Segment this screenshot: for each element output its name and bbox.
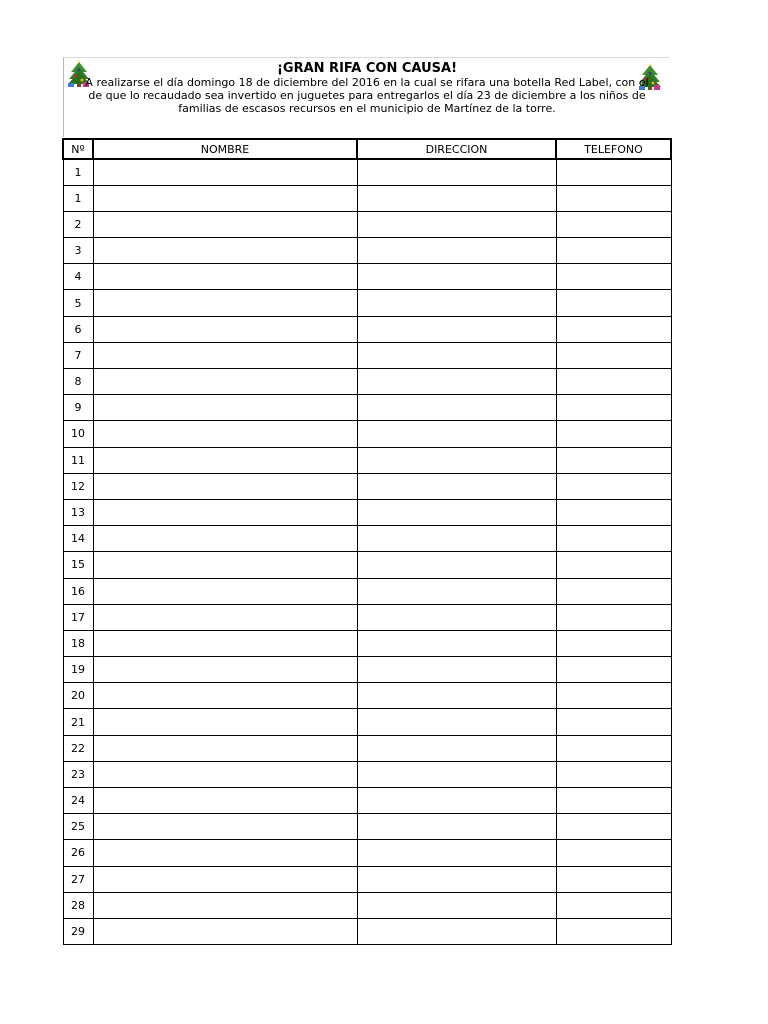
- phone-cell[interactable]: [556, 866, 671, 892]
- table-row: [63, 421, 671, 447]
- table-row: [63, 395, 671, 421]
- table-row: [63, 185, 671, 211]
- name-cell[interactable]: [93, 657, 357, 683]
- raffle-title: ¡GRAN RIFA CON CAUSA!: [276, 61, 457, 76]
- row-number: 5: [63, 290, 93, 316]
- address-cell[interactable]: [357, 185, 556, 211]
- name-cell[interactable]: [93, 840, 357, 866]
- address-cell[interactable]: [357, 552, 556, 578]
- phone-cell[interactable]: [556, 185, 671, 211]
- name-cell[interactable]: [93, 526, 357, 552]
- name-cell[interactable]: [93, 683, 357, 709]
- address-cell[interactable]: [357, 395, 556, 421]
- name-cell[interactable]: [93, 369, 357, 395]
- phone-cell[interactable]: [556, 761, 671, 787]
- table-row: [63, 709, 671, 735]
- table-row: [63, 552, 671, 578]
- row-number: 24: [63, 788, 93, 814]
- name-cell[interactable]: [93, 211, 357, 237]
- name-cell[interactable]: [93, 604, 357, 630]
- name-cell[interactable]: [93, 918, 357, 944]
- table-row: [63, 604, 671, 630]
- row-number: 14: [63, 526, 93, 552]
- name-cell[interactable]: [93, 421, 357, 447]
- address-cell[interactable]: [357, 709, 556, 735]
- table-row: [63, 316, 671, 342]
- table-row: [63, 369, 671, 395]
- address-cell[interactable]: [357, 526, 556, 552]
- name-cell[interactable]: [93, 290, 357, 316]
- name-cell[interactable]: [93, 238, 357, 264]
- phone-cell[interactable]: [556, 369, 671, 395]
- name-cell[interactable]: [93, 447, 357, 473]
- name-cell[interactable]: [93, 552, 357, 578]
- phone-cell[interactable]: [556, 264, 671, 290]
- phone-cell[interactable]: [556, 421, 671, 447]
- name-cell[interactable]: [93, 866, 357, 892]
- row-number: 8: [63, 369, 93, 395]
- row-number: 26: [63, 840, 93, 866]
- phone-cell[interactable]: [556, 447, 671, 473]
- address-cell[interactable]: [357, 683, 556, 709]
- table-row: [63, 866, 671, 892]
- table-row: [63, 264, 671, 290]
- address-cell[interactable]: [357, 657, 556, 683]
- name-cell[interactable]: [93, 788, 357, 814]
- phone-cell[interactable]: [556, 735, 671, 761]
- name-cell[interactable]: [93, 264, 357, 290]
- address-cell[interactable]: [357, 814, 556, 840]
- row-number: 19: [63, 657, 93, 683]
- name-cell[interactable]: [93, 578, 357, 604]
- row-number: 22: [63, 735, 93, 761]
- row-number: 28: [63, 892, 93, 918]
- row-number: 29: [63, 918, 93, 944]
- row-number: 16: [63, 578, 93, 604]
- phone-cell[interactable]: [556, 342, 671, 368]
- table-row: [63, 683, 671, 709]
- address-cell[interactable]: [357, 159, 556, 185]
- address-cell[interactable]: [357, 735, 556, 761]
- name-cell[interactable]: [93, 709, 357, 735]
- row-number: 9: [63, 395, 93, 421]
- address-cell[interactable]: [357, 342, 556, 368]
- phone-cell[interactable]: [556, 840, 671, 866]
- phone-cell[interactable]: [556, 892, 671, 918]
- table-row: [63, 761, 671, 787]
- phone-cell[interactable]: [556, 473, 671, 499]
- participants-table: [62, 138, 672, 945]
- address-cell[interactable]: [357, 866, 556, 892]
- address-cell[interactable]: [357, 499, 556, 525]
- name-cell[interactable]: [93, 814, 357, 840]
- row-number: 17: [63, 604, 93, 630]
- phone-cell[interactable]: [556, 499, 671, 525]
- phone-cell[interactable]: [556, 526, 671, 552]
- address-cell[interactable]: [357, 369, 556, 395]
- table-row: [63, 159, 671, 185]
- address-cell[interactable]: [357, 238, 556, 264]
- row-number: 7: [63, 342, 93, 368]
- name-cell[interactable]: [93, 342, 357, 368]
- table-row: [63, 892, 671, 918]
- address-cell[interactable]: [357, 840, 556, 866]
- name-cell[interactable]: [93, 185, 357, 211]
- phone-cell[interactable]: [556, 238, 671, 264]
- row-number: 10: [63, 421, 93, 447]
- phone-cell[interactable]: [556, 709, 671, 735]
- row-number: 13: [63, 499, 93, 525]
- address-cell[interactable]: [357, 918, 556, 944]
- address-cell[interactable]: [357, 761, 556, 787]
- address-cell[interactable]: [357, 290, 556, 316]
- column-header-number: Nº: [63, 139, 93, 159]
- phone-cell[interactable]: [556, 814, 671, 840]
- address-cell[interactable]: [357, 788, 556, 814]
- table-row: [63, 238, 671, 264]
- table-header-row: [63, 139, 671, 159]
- row-number: 1: [63, 185, 93, 211]
- raffle-description: A realizarse el día domingo 18 de diciembre del 2016 en la cual se rifara una botella Red Label, con el de que lo recaudado sea invertido en juguetes para entregarlos el día 23 de diciembre a los niños de familias de escasos recursos en el municipio de Martínez de la torre.: [85, 76, 649, 115]
- row-number: 25: [63, 814, 93, 840]
- row-number: 18: [63, 630, 93, 656]
- phone-cell[interactable]: [556, 578, 671, 604]
- column-header-address: DIRECCION: [357, 139, 556, 159]
- row-number: 2: [63, 211, 93, 237]
- row-number: 20: [63, 683, 93, 709]
- table-row: [63, 499, 671, 525]
- phone-cell[interactable]: [556, 211, 671, 237]
- table-row: [63, 473, 671, 499]
- phone-cell[interactable]: [556, 788, 671, 814]
- column-header-phone: TELEFONO: [556, 139, 671, 159]
- address-cell[interactable]: [357, 211, 556, 237]
- name-cell[interactable]: [93, 316, 357, 342]
- table-row: [63, 526, 671, 552]
- table-row: [63, 657, 671, 683]
- table-row: [63, 918, 671, 944]
- column-header-name: NOMBRE: [93, 139, 357, 159]
- name-cell[interactable]: [93, 159, 357, 185]
- table-row: [63, 814, 671, 840]
- phone-cell[interactable]: [556, 290, 671, 316]
- phone-cell[interactable]: [556, 316, 671, 342]
- name-cell[interactable]: [93, 499, 357, 525]
- phone-cell[interactable]: [556, 657, 671, 683]
- row-number: 4: [63, 264, 93, 290]
- row-number: 27: [63, 866, 93, 892]
- table-row: [63, 211, 671, 237]
- table-row: [63, 342, 671, 368]
- table-row: [63, 447, 671, 473]
- name-cell[interactable]: [93, 630, 357, 656]
- row-number: 3: [63, 238, 93, 264]
- phone-cell[interactable]: [556, 552, 671, 578]
- phone-cell[interactable]: [556, 918, 671, 944]
- address-cell[interactable]: [357, 473, 556, 499]
- address-cell[interactable]: [357, 630, 556, 656]
- raffle-header: [63, 57, 669, 137]
- address-cell[interactable]: [357, 892, 556, 918]
- name-cell[interactable]: [93, 892, 357, 918]
- address-cell[interactable]: [357, 316, 556, 342]
- address-cell[interactable]: [357, 447, 556, 473]
- row-number: 12: [63, 473, 93, 499]
- table-row: [63, 290, 671, 316]
- table-row: [63, 630, 671, 656]
- phone-cell[interactable]: [556, 159, 671, 185]
- table-row: [63, 840, 671, 866]
- name-cell[interactable]: [93, 395, 357, 421]
- address-cell[interactable]: [357, 421, 556, 447]
- table-row: [63, 788, 671, 814]
- name-cell[interactable]: [93, 735, 357, 761]
- row-number: 11: [63, 447, 93, 473]
- address-cell[interactable]: [357, 264, 556, 290]
- row-number: 15: [63, 552, 93, 578]
- row-number: 1: [63, 159, 93, 185]
- phone-cell[interactable]: [556, 395, 671, 421]
- name-cell[interactable]: [93, 473, 357, 499]
- row-number: 21: [63, 709, 93, 735]
- address-cell[interactable]: [357, 604, 556, 630]
- table-row: [63, 578, 671, 604]
- table-row: [63, 735, 671, 761]
- row-number: 23: [63, 761, 93, 787]
- phone-cell[interactable]: [556, 630, 671, 656]
- name-cell[interactable]: [93, 761, 357, 787]
- address-cell[interactable]: [357, 578, 556, 604]
- row-number: 6: [63, 316, 93, 342]
- phone-cell[interactable]: [556, 604, 671, 630]
- phone-cell[interactable]: [556, 683, 671, 709]
